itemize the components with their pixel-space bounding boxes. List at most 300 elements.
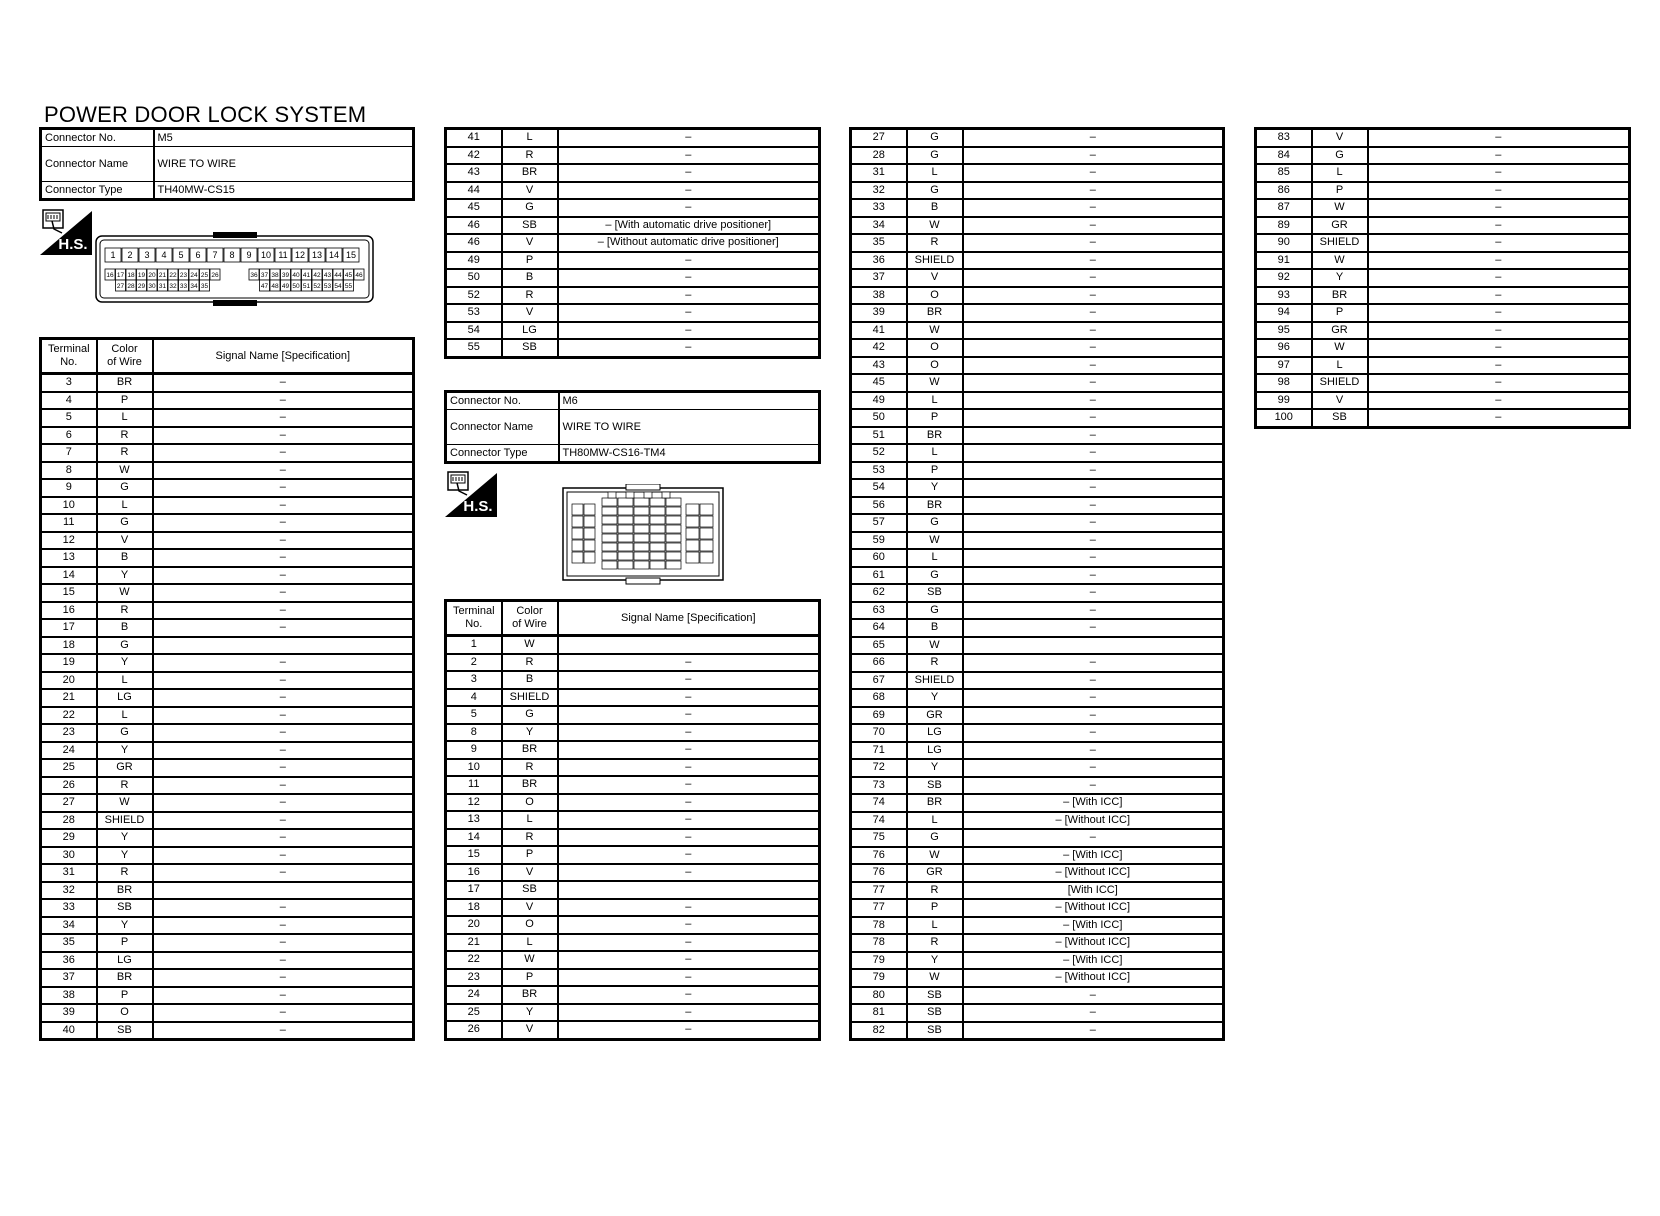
wire-color: G — [502, 199, 558, 217]
signal-name: – [Without automatic drive positioner] — [558, 234, 820, 252]
wire-color: L — [907, 549, 963, 567]
signal-name — [558, 636, 820, 654]
table-row — [851, 444, 1224, 462]
wire-color: G — [907, 602, 963, 620]
wire-color: V — [1312, 129, 1368, 147]
wire-color: L — [502, 129, 558, 147]
signal-name: – — [153, 532, 414, 550]
terminal-no: 43 — [851, 357, 907, 375]
wire-color: Y — [907, 479, 963, 497]
signal-name: – — [963, 479, 1224, 497]
signal-name: – — [963, 374, 1224, 392]
connector-pin-number: 31 — [158, 282, 167, 290]
wire-color: Y — [502, 1004, 558, 1022]
terminal-no: 40 — [41, 1022, 97, 1040]
table-row — [851, 322, 1224, 340]
table-row — [41, 742, 414, 760]
terminal-no: 4 — [446, 689, 502, 707]
wire-color: V — [502, 864, 558, 882]
table-header — [41, 339, 414, 374]
signal-name: – — [153, 409, 414, 427]
terminal-no: 28 — [851, 147, 907, 165]
terminal-no: 15 — [41, 584, 97, 602]
table-row — [851, 952, 1224, 970]
wire-color: BR — [907, 497, 963, 515]
terminal-no: 92 — [1256, 269, 1312, 287]
table-row — [851, 427, 1224, 445]
wire-color: GR — [907, 707, 963, 725]
terminal-no: 8 — [446, 724, 502, 742]
table-row — [41, 1004, 414, 1022]
table-row — [446, 339, 820, 357]
connector-pin-number: 16 — [106, 271, 114, 279]
terminal-no: 17 — [41, 619, 97, 637]
wire-color: L — [97, 672, 153, 690]
wire-color: B — [502, 671, 558, 689]
signal-name: – — [963, 1022, 1224, 1040]
wire-color: G — [907, 147, 963, 165]
signal-name: – — [963, 532, 1224, 550]
table-row — [851, 987, 1224, 1005]
signal-name: – — [963, 392, 1224, 410]
connector-cavity — [650, 534, 665, 542]
table-row — [851, 1004, 1224, 1022]
table-row — [851, 549, 1224, 567]
terminal-no: 54 — [446, 322, 502, 340]
terminal-no: 32 — [851, 182, 907, 200]
connector-cavity — [634, 534, 649, 542]
table-row — [446, 287, 820, 305]
terminal-no: 41 — [446, 129, 502, 147]
connector-pin-number: 48 — [271, 282, 279, 290]
signal-name: – — [153, 444, 414, 462]
wire-color: BR — [907, 427, 963, 445]
wire-color: Y — [907, 689, 963, 707]
connector-type-value: TH80MW-CS16-TM4 — [559, 445, 820, 463]
signal-name: – — [1368, 287, 1630, 305]
table-row — [851, 462, 1224, 480]
terminal-no: 39 — [851, 304, 907, 322]
table-row — [1256, 339, 1630, 357]
color-header — [502, 601, 558, 636]
terminal-no: 94 — [1256, 304, 1312, 322]
signal-name: – — [558, 671, 820, 689]
signal-name: – — [963, 129, 1224, 147]
signal-name: – [With automatic drive positioner] — [558, 217, 820, 235]
connector-cavity — [618, 525, 633, 533]
table-row — [851, 479, 1224, 497]
signal-name — [963, 637, 1224, 655]
terminal-no: 96 — [1256, 339, 1312, 357]
connector-pin-number: 43 — [323, 271, 332, 279]
wire-color: O — [502, 916, 558, 934]
wire-color: L — [907, 812, 963, 830]
signal-name: – — [153, 987, 414, 1005]
terminal-no: 81 — [851, 1004, 907, 1022]
terminal-no: 49 — [851, 392, 907, 410]
connector-pin-number: 8 — [229, 250, 235, 261]
terminal-no: 17 — [446, 881, 502, 899]
wire-color: R — [97, 444, 153, 462]
table-row — [851, 637, 1224, 655]
connector-cavity — [618, 552, 633, 560]
signal-name: – — [558, 776, 820, 794]
signal-name: – — [153, 917, 414, 935]
signal-name: – — [963, 724, 1224, 742]
signal-name: – — [963, 654, 1224, 672]
signal-name: – — [153, 847, 414, 865]
table-row — [851, 252, 1224, 270]
signal-name: – — [558, 846, 820, 864]
signal-name: – — [963, 357, 1224, 375]
wire-color: G — [907, 567, 963, 585]
wire-color: L — [907, 444, 963, 462]
terminal-no: 75 — [851, 829, 907, 847]
wire-color: BR — [502, 741, 558, 759]
connector-cavity — [602, 507, 617, 515]
wire-color: SHIELD — [907, 672, 963, 690]
wire-color: P — [1312, 182, 1368, 200]
connector-cavity — [650, 507, 665, 515]
signal-name: – — [963, 987, 1224, 1005]
terminal-no: 91 — [1256, 252, 1312, 270]
signal-name: – — [1368, 129, 1630, 147]
signal-name: – — [558, 706, 820, 724]
signal-name: – — [963, 339, 1224, 357]
table-row — [851, 567, 1224, 585]
terminal-no: 2 — [446, 654, 502, 672]
table-row — [446, 322, 820, 340]
connector-pin-number: 38 — [271, 271, 279, 279]
table-row — [851, 602, 1224, 620]
terminal-no: 52 — [851, 444, 907, 462]
wire-color: P — [97, 987, 153, 1005]
terminal-no: 38 — [851, 287, 907, 305]
wire-color: SHIELD — [907, 252, 963, 270]
signal-name: – — [1368, 409, 1630, 427]
table-row — [851, 497, 1224, 515]
wire-color: W — [907, 847, 963, 865]
signal-name: – — [153, 1022, 414, 1040]
table-row — [446, 217, 820, 235]
table-row — [851, 409, 1224, 427]
wire-color: W — [907, 532, 963, 550]
table-row — [446, 1021, 820, 1039]
terminal-no: 61 — [851, 567, 907, 585]
terminal-no: 22 — [446, 951, 502, 969]
connector-name-label: Connector Name — [41, 147, 154, 182]
table-row — [1256, 199, 1630, 217]
signal-name: – [With ICC] — [963, 952, 1224, 970]
table-row — [1256, 269, 1630, 287]
color-header-line1: Color — [516, 605, 543, 617]
terminal-no: 24 — [41, 742, 97, 760]
terminal-no: 82 — [851, 1022, 907, 1040]
connector-type-label: Connector Type — [41, 182, 154, 200]
table-row — [41, 672, 414, 690]
connector-cavity — [650, 516, 665, 524]
terminal-no: 64 — [851, 619, 907, 637]
connector-pin-number: 20 — [148, 271, 156, 279]
table-row — [851, 829, 1224, 847]
table-row — [851, 672, 1224, 690]
wire-color: SHIELD — [1312, 234, 1368, 252]
terminal-no: 80 — [851, 987, 907, 1005]
terminal-table-m6 — [444, 599, 821, 1041]
wire-color: G — [97, 637, 153, 655]
terminal-no: 26 — [41, 777, 97, 795]
connector-pin-number: 33 — [179, 282, 188, 290]
signal-name: – — [963, 269, 1224, 287]
wire-color: V — [502, 1021, 558, 1039]
table-row — [446, 654, 820, 672]
connector-pin-number: 46 — [355, 271, 363, 279]
connector-pin-number: 3 — [144, 250, 150, 261]
terminal-table-m5 — [39, 337, 415, 1041]
connector-cavity — [686, 540, 699, 551]
signal-name: – — [153, 864, 414, 882]
signal-name: – — [558, 741, 820, 759]
table-row — [1256, 322, 1630, 340]
table-row — [1256, 234, 1630, 252]
terminal-no: 60 — [851, 549, 907, 567]
connector-pin-number: 27 — [116, 282, 125, 290]
table-row — [851, 619, 1224, 637]
connector-pin-number: 40 — [292, 271, 300, 279]
connector-cavity — [650, 543, 665, 551]
table-row — [851, 1022, 1224, 1040]
wire-color: Y — [97, 742, 153, 760]
connector-pin-number: 53 — [323, 282, 332, 290]
terminal-no: 11 — [41, 514, 97, 532]
hs-label: H.S. — [58, 236, 88, 253]
terminal-no: 57 — [851, 514, 907, 532]
table-row — [851, 147, 1224, 165]
table-row — [446, 864, 820, 882]
terminal-no: 76 — [851, 864, 907, 882]
signal-name: – — [963, 759, 1224, 777]
connector-cavity — [608, 492, 616, 498]
wire-color: LG — [907, 724, 963, 742]
table-row — [446, 986, 820, 1004]
connector-cavity — [572, 504, 583, 515]
connector-name-label: Connector Name — [446, 410, 559, 445]
table-row — [446, 269, 820, 287]
wire-color: SB — [907, 1004, 963, 1022]
wire-color: B — [907, 619, 963, 637]
signal-name: – — [153, 479, 414, 497]
signal-name: – — [558, 252, 820, 270]
connector-cavity — [666, 498, 681, 506]
wire-color: V — [502, 234, 558, 252]
wire-color: P — [907, 899, 963, 917]
wire-color: SB — [97, 1022, 153, 1040]
terminal-no: 35 — [41, 934, 97, 952]
terminal-no: 63 — [851, 602, 907, 620]
terminal-no: 6 — [41, 427, 97, 445]
connector-name-value: WIRE TO WIRE — [559, 410, 820, 445]
table-row — [41, 602, 414, 620]
terminal-no: 9 — [446, 741, 502, 759]
connector-cavity — [666, 516, 681, 524]
table-row — [851, 812, 1224, 830]
table-row — [1256, 182, 1630, 200]
wire-color: SHIELD — [1312, 374, 1368, 392]
connector-pin-number: 9 — [246, 250, 252, 261]
terminal-no: 68 — [851, 689, 907, 707]
signal-name: – — [963, 287, 1224, 305]
terminal-no: 1 — [446, 636, 502, 654]
signal-name: – — [1368, 392, 1630, 410]
connector-pin-number: 49 — [281, 282, 290, 290]
wire-color: W — [907, 217, 963, 235]
table-row — [41, 724, 414, 742]
signal-name: – — [558, 934, 820, 952]
wire-color: V — [1312, 392, 1368, 410]
table-row — [41, 567, 414, 585]
terminal-no: 20 — [41, 672, 97, 690]
table-row — [446, 934, 820, 952]
connector-m5-info — [39, 127, 415, 201]
connector-name-value: WIRE TO WIRE — [154, 147, 414, 182]
harness-side-icon — [40, 207, 92, 255]
wire-color: R — [502, 759, 558, 777]
wire-color: L — [907, 392, 963, 410]
wire-color: W — [1312, 199, 1368, 217]
connector-cavity — [584, 504, 595, 515]
terminal-no: 37 — [851, 269, 907, 287]
wire-color: SB — [502, 339, 558, 357]
table-row — [851, 357, 1224, 375]
table-row — [446, 951, 820, 969]
connector-pin-number: 17 — [116, 271, 125, 279]
connector-pin-number: 42 — [313, 271, 321, 279]
connector-m5-diagram — [95, 232, 375, 306]
table-row — [851, 584, 1224, 602]
table-row — [446, 147, 820, 165]
terminal-no: 35 — [851, 234, 907, 252]
signal-name: – — [1368, 217, 1630, 235]
terminal-no: 5 — [446, 706, 502, 724]
signal-name: – — [963, 217, 1224, 235]
table-row — [41, 427, 414, 445]
connector-cavity — [626, 492, 634, 498]
signal-name: – [Without ICC] — [963, 812, 1224, 830]
table-row — [851, 724, 1224, 742]
signal-name: – — [153, 742, 414, 760]
signal-name: – — [1368, 182, 1630, 200]
table-row — [851, 374, 1224, 392]
wire-color: LG — [97, 689, 153, 707]
connector-type-label: Connector Type — [446, 445, 559, 463]
connector-pin-number: 24 — [190, 271, 198, 279]
table-row — [446, 1004, 820, 1022]
signal-name: – — [963, 409, 1224, 427]
signal-name: – — [1368, 199, 1630, 217]
wire-color: GR — [1312, 322, 1368, 340]
signal-name — [153, 882, 414, 900]
terminal-no: 71 — [851, 742, 907, 760]
terminal-no: 3 — [446, 671, 502, 689]
connector-cavity — [634, 498, 649, 506]
table-row — [41, 549, 414, 567]
signal-name: – — [558, 322, 820, 340]
wire-color: BR — [1312, 287, 1368, 305]
table-row — [446, 741, 820, 759]
table-row — [446, 829, 820, 847]
table-row — [851, 164, 1224, 182]
connector-cavity — [584, 516, 595, 527]
connector-cavity — [618, 534, 633, 542]
connector-cavity — [700, 540, 713, 551]
signal-name: – — [153, 1004, 414, 1022]
terminal-no: 34 — [851, 217, 907, 235]
terminal-no: 78 — [851, 934, 907, 952]
terminal-no: 19 — [41, 654, 97, 672]
signal-name: – — [558, 864, 820, 882]
terminal-no: 74 — [851, 812, 907, 830]
hs-label: H.S. — [463, 498, 493, 515]
terminal-no: 70 — [851, 724, 907, 742]
terminal-no: 98 — [1256, 374, 1312, 392]
connector-pin-number: 47 — [260, 282, 269, 290]
terminal-no: 10 — [446, 759, 502, 777]
table-row — [851, 654, 1224, 672]
terminal-no: 28 — [41, 812, 97, 830]
wire-color: GR — [1312, 217, 1368, 235]
terminal-header-line1: Terminal — [452, 605, 495, 617]
terminal-no: 16 — [446, 864, 502, 882]
signal-name: – — [558, 182, 820, 200]
table-row — [41, 374, 414, 392]
wire-color: W — [502, 951, 558, 969]
terminal-no: 77 — [851, 899, 907, 917]
terminal-no: 46 — [446, 217, 502, 235]
wire-color: SB — [907, 987, 963, 1005]
signal-name: – — [963, 602, 1224, 620]
signal-name: – — [558, 951, 820, 969]
connector-m6-diagram — [562, 484, 724, 586]
table-row — [41, 934, 414, 952]
connector-cavity — [602, 543, 617, 551]
connector-cavity — [686, 504, 699, 515]
table-row — [851, 934, 1224, 952]
wire-color: Y — [502, 724, 558, 742]
terminal-no: 29 — [41, 829, 97, 847]
table-row — [446, 776, 820, 794]
table-row — [851, 269, 1224, 287]
terminal-no: 46 — [446, 234, 502, 252]
terminal-no: 27 — [41, 794, 97, 812]
terminal-no: 24 — [446, 986, 502, 1004]
table-row — [41, 514, 414, 532]
wire-color: SB — [97, 899, 153, 917]
terminal-no: 85 — [1256, 164, 1312, 182]
wire-color: SHIELD — [502, 689, 558, 707]
table-header — [446, 601, 820, 636]
table-row — [851, 847, 1224, 865]
wire-color: P — [907, 462, 963, 480]
wire-color: G — [97, 514, 153, 532]
table-row — [1256, 252, 1630, 270]
table-row — [1256, 304, 1630, 322]
signal-name: – — [963, 234, 1224, 252]
connector-pin-number: 19 — [137, 271, 146, 279]
signal-name: – [Without ICC] — [963, 934, 1224, 952]
wire-color: L — [97, 497, 153, 515]
table-row — [446, 759, 820, 777]
table-row — [1256, 357, 1630, 375]
